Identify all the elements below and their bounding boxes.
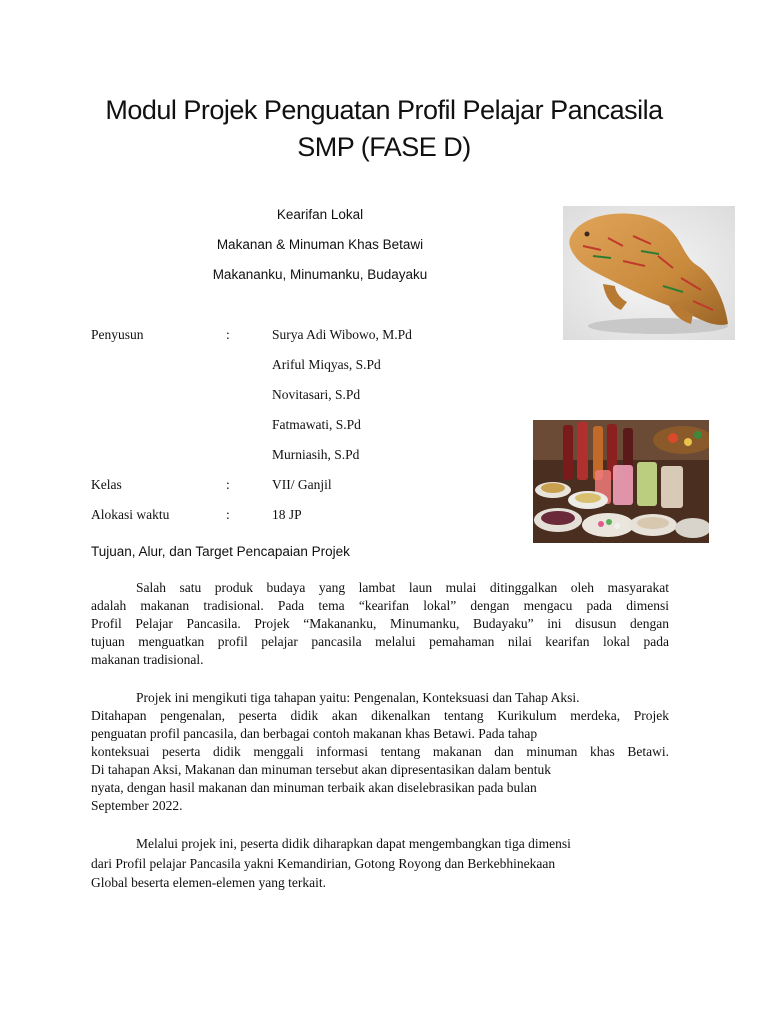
paragraph-3 — [91, 834, 669, 893]
paragraph-2 — [91, 689, 669, 815]
betawi-food-drinks-image — [533, 420, 709, 543]
paragraph-1-line: Profil Pelajar Pancasila. Projek “Makananku, Minumanku, Budayaku” ini disusun dengan — [91, 616, 669, 631]
alokasi-value: 18 JP — [272, 507, 302, 522]
paragraph-2-line: Projek ini mengikuti tiga tahapan yaitu: Pengenalan, Konteksuasi dan Tahap Aksi. — [136, 690, 580, 705]
author-5: Murniasih, S.Pd — [272, 447, 360, 462]
title-line-1: Modul Projek Penguatan Profil Pelajar Pancasila — [105, 95, 663, 125]
document-title — [60, 92, 708, 166]
paragraph-2-line: Ditahapan pengenalan, peserta didik akan dikenalkan tentang Kurikulum merdeka, Projek — [91, 708, 669, 723]
paragraph-1 — [91, 579, 669, 669]
paragraph-1-line: adalah makanan tradisional. Pada tema “kearifan lokal” dengan mengacu pada dimensi — [91, 598, 669, 613]
author-2: Ariful Miqyas, S.Pd — [272, 357, 381, 372]
author-3: Novitasari, S.Pd — [272, 387, 361, 402]
paragraph-1-line: tujuan menguatkan profil pelajar pancasila melalui pemahaman nilai kearifan lokal pada — [91, 634, 669, 649]
kelas-label: Kelas — [91, 477, 122, 492]
paragraph-2-line: September 2022. — [91, 798, 183, 813]
paragraph-3-line: Melalui projek ini, peserta didik diharapkan dapat mengembangkan tiga dimensi — [136, 836, 571, 851]
roti-buaya-image — [563, 206, 735, 340]
title-line-2: SMP (FASE D) — [297, 132, 471, 162]
section-heading: Tujuan, Alur, dan Target Pencapaian Projek — [91, 544, 350, 559]
kelas-colon: : — [226, 477, 230, 492]
paragraph-2-line: Di tahapan Aksi, Makanan dan minuman tersebut akan dipresentasikan dalam bentuk — [91, 762, 551, 777]
author-1: Surya Adi Wibowo, M.Pd — [272, 327, 412, 342]
paragraph-1-line: Salah satu produk budaya yang lambat laun mulai ditinggalkan oleh masyarakat — [136, 580, 669, 595]
project-subtitle: Makananku, Minumanku, Budayaku — [212, 267, 428, 282]
kelas-value: VII/ Ganjil — [272, 477, 332, 492]
penyusun-label: Penyusun — [91, 327, 144, 342]
alokasi-colon: : — [226, 507, 230, 522]
penyusun-colon: : — [226, 327, 230, 342]
topic-subtitle: Makanan & Minuman Khas Betawi — [216, 237, 424, 252]
paragraph-2-line: penguatan profil pancasila, dan berbagai contoh makanan khas Betawi. Pada tahap — [91, 726, 538, 741]
paragraph-3-line: Global beserta elemen-elemen yang terkait. — [91, 875, 327, 890]
theme-subtitle: Kearifan Lokal — [276, 207, 364, 222]
author-4: Fatmawati, S.Pd — [272, 417, 361, 432]
paragraph-1-line: makanan tradisional. — [91, 652, 204, 667]
paragraph-2-line: nyata, dengan hasil makanan dan minuman terbaik akan diselebrasikan pada bulan — [91, 780, 537, 795]
paragraph-3-line: dari Profil pelajar Pancasila yakni Kemandirian, Gotong Royong dan Berkebhinekaan — [91, 855, 556, 871]
paragraph-2-line: konteksuai peserta didik menggali informasi tentang makanan dan minuman khas Betawi. — [91, 744, 669, 759]
alokasi-label: Alokasi waktu — [91, 507, 170, 522]
